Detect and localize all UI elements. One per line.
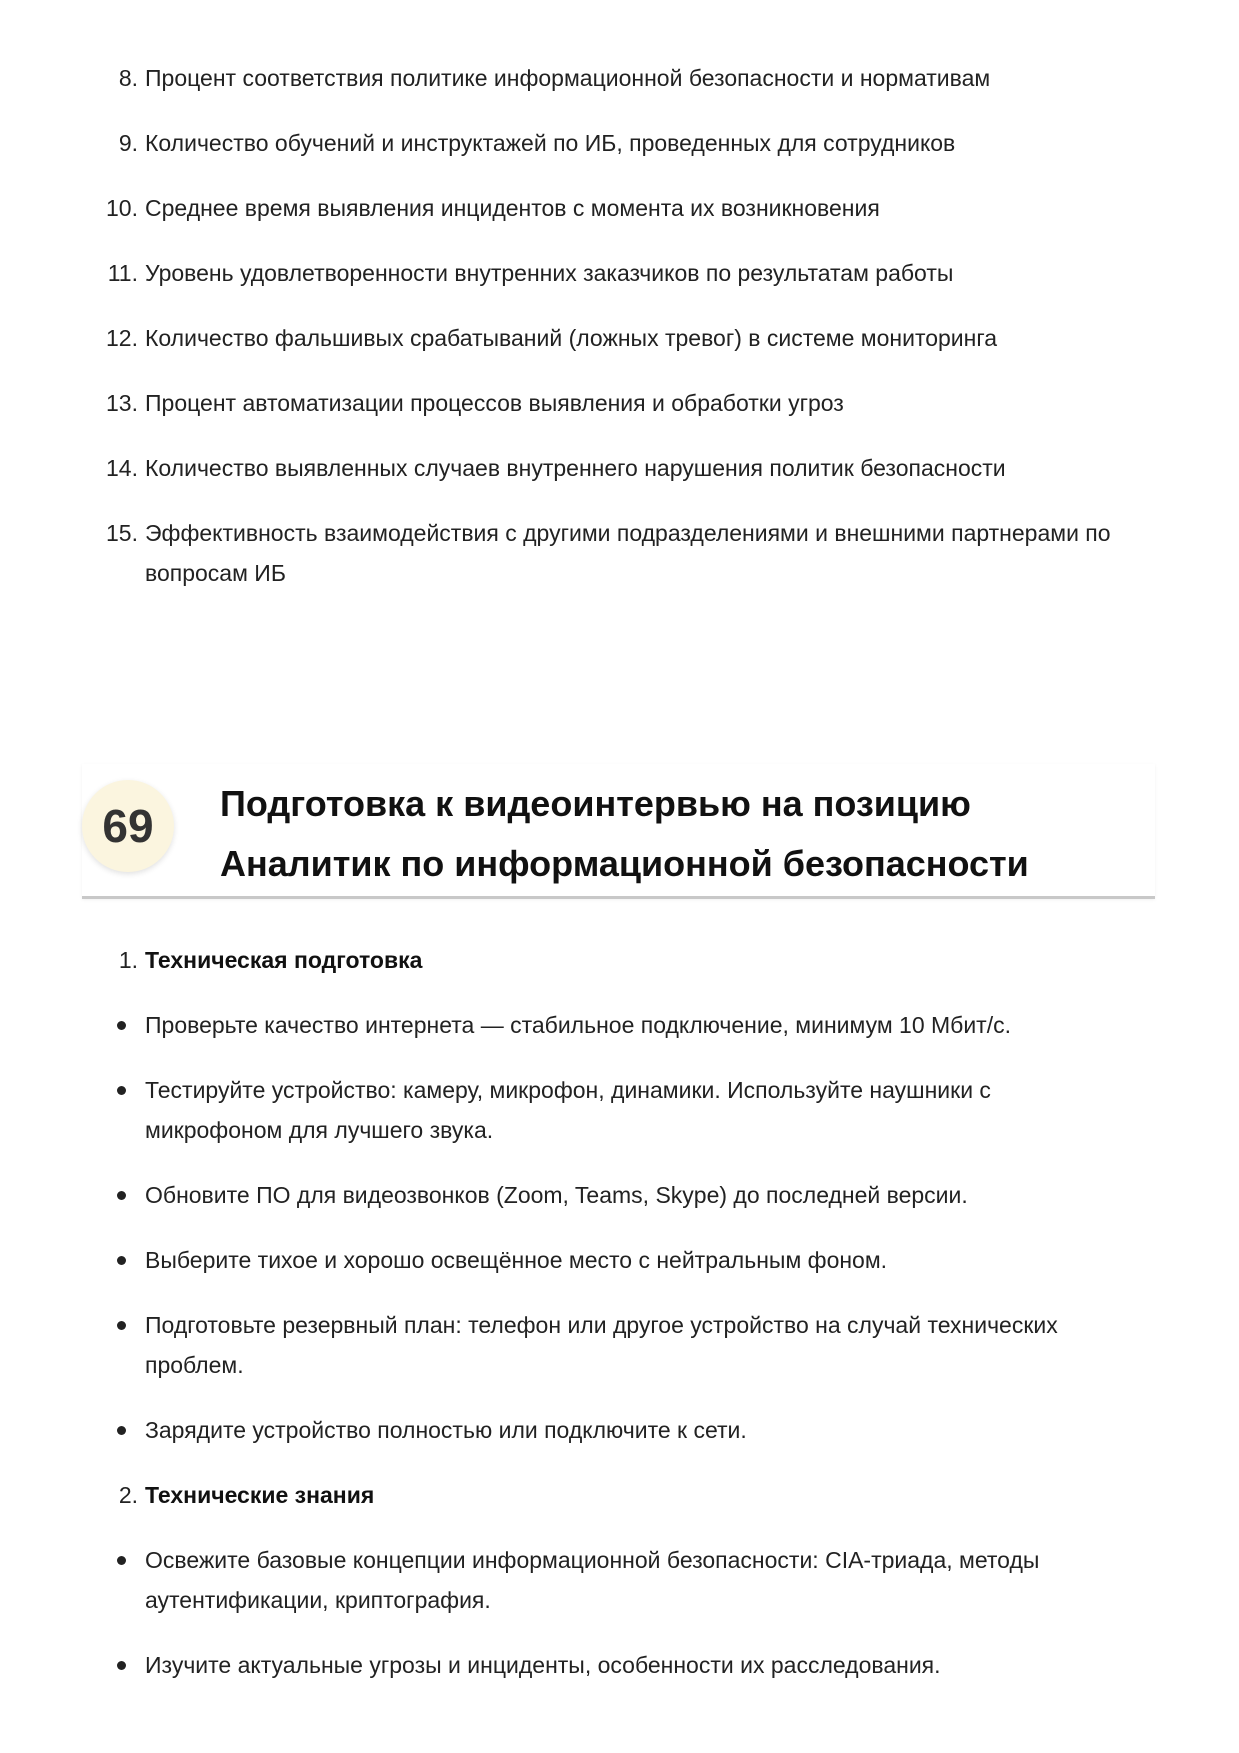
bullet-item: Выберите тихое и хорошо освещённое место с нейтральным фоном. bbox=[0, 1240, 1239, 1280]
section-title-line-1: Подготовка к видеоинтервью на позицию bbox=[220, 783, 971, 824]
step-title: Техническая подготовка bbox=[145, 947, 423, 973]
list-item bbox=[0, 123, 1239, 163]
step-heading bbox=[0, 1475, 1239, 1515]
list-item-text: Уровень удовлетворенности внутренних заказчиков по результатам работы bbox=[145, 260, 954, 286]
step-number: 1. bbox=[118, 947, 138, 973]
list-item bbox=[0, 188, 1239, 228]
bullet-item: Изучите актуальные угрозы и инциденты, особенности их расследования. bbox=[0, 1645, 1239, 1685]
bullet-item: Обновите ПО для видеозвонков (Zoom, Teams, Skype) до последней версии. bbox=[0, 1175, 1239, 1215]
bullet-item: Подготовьте резервный план: телефон или другое устройство на случай технических проблем. bbox=[0, 1305, 1239, 1385]
step-number: 2. bbox=[118, 1482, 138, 1508]
list-item-number: 8. bbox=[118, 65, 138, 91]
list-item-number: 9. bbox=[118, 130, 138, 156]
step-heading bbox=[0, 940, 1239, 980]
list-item-text: Эффективность взаимодействия с другими подразделениями и внешними партнерами по вопросам ИБ bbox=[145, 520, 1111, 586]
list-item bbox=[0, 318, 1239, 358]
bullet-item: Зарядите устройство полностью или подключите к сети. bbox=[0, 1410, 1239, 1450]
list-item-text: Среднее время выявления инцидентов с момента их возникновения bbox=[145, 195, 880, 221]
bullet-list bbox=[0, 1540, 1239, 1685]
section-content bbox=[0, 940, 1239, 1710]
list-item bbox=[0, 58, 1239, 98]
section-title-line-2: Аналитик по информационной безопасности bbox=[220, 843, 1029, 884]
list-item bbox=[0, 448, 1239, 488]
bullet-item: Тестируйте устройство: камеру, микрофон, динамики. Используйте наушники с микрофоном для лучшего звука. bbox=[0, 1070, 1239, 1150]
step-title: Технические знания bbox=[145, 1482, 375, 1508]
list-item-number: 11. bbox=[107, 260, 138, 286]
section-header bbox=[82, 764, 1155, 899]
list-item bbox=[0, 383, 1239, 423]
list-item-number: 10. bbox=[106, 195, 138, 221]
kpi-list bbox=[0, 58, 1239, 618]
list-item-text: Процент автоматизации процессов выявления и обработки угроз bbox=[145, 390, 844, 416]
bullet-list bbox=[0, 1005, 1239, 1450]
list-item-number: 15. bbox=[106, 520, 138, 546]
list-item bbox=[0, 513, 1239, 593]
section-number-badge: 69 bbox=[82, 780, 174, 872]
list-item-number: 13. bbox=[106, 390, 138, 416]
section-title bbox=[220, 774, 1140, 894]
list-item-number: 12. bbox=[106, 325, 138, 351]
bullet-item: Проверьте качество интернета — стабильное подключение, минимум 10 Мбит/с. bbox=[0, 1005, 1239, 1045]
list-item-number: 14. bbox=[106, 455, 138, 481]
bullet-item: Освежите базовые концепции информационной безопасности: CIA-триада, методы аутентификации, криптография. bbox=[0, 1540, 1239, 1620]
list-item bbox=[0, 253, 1239, 293]
list-item-text: Количество фальшивых срабатываний (ложных тревог) в системе мониторинга bbox=[145, 325, 998, 351]
list-item-text: Процент соответствия политике информационной безопасности и нормативам bbox=[145, 65, 991, 91]
list-item-text: Количество выявленных случаев внутреннего нарушения политик безопасности bbox=[145, 455, 1006, 481]
list-item-text: Количество обучений и инструктажей по ИБ, проведенных для сотрудников bbox=[145, 130, 956, 156]
